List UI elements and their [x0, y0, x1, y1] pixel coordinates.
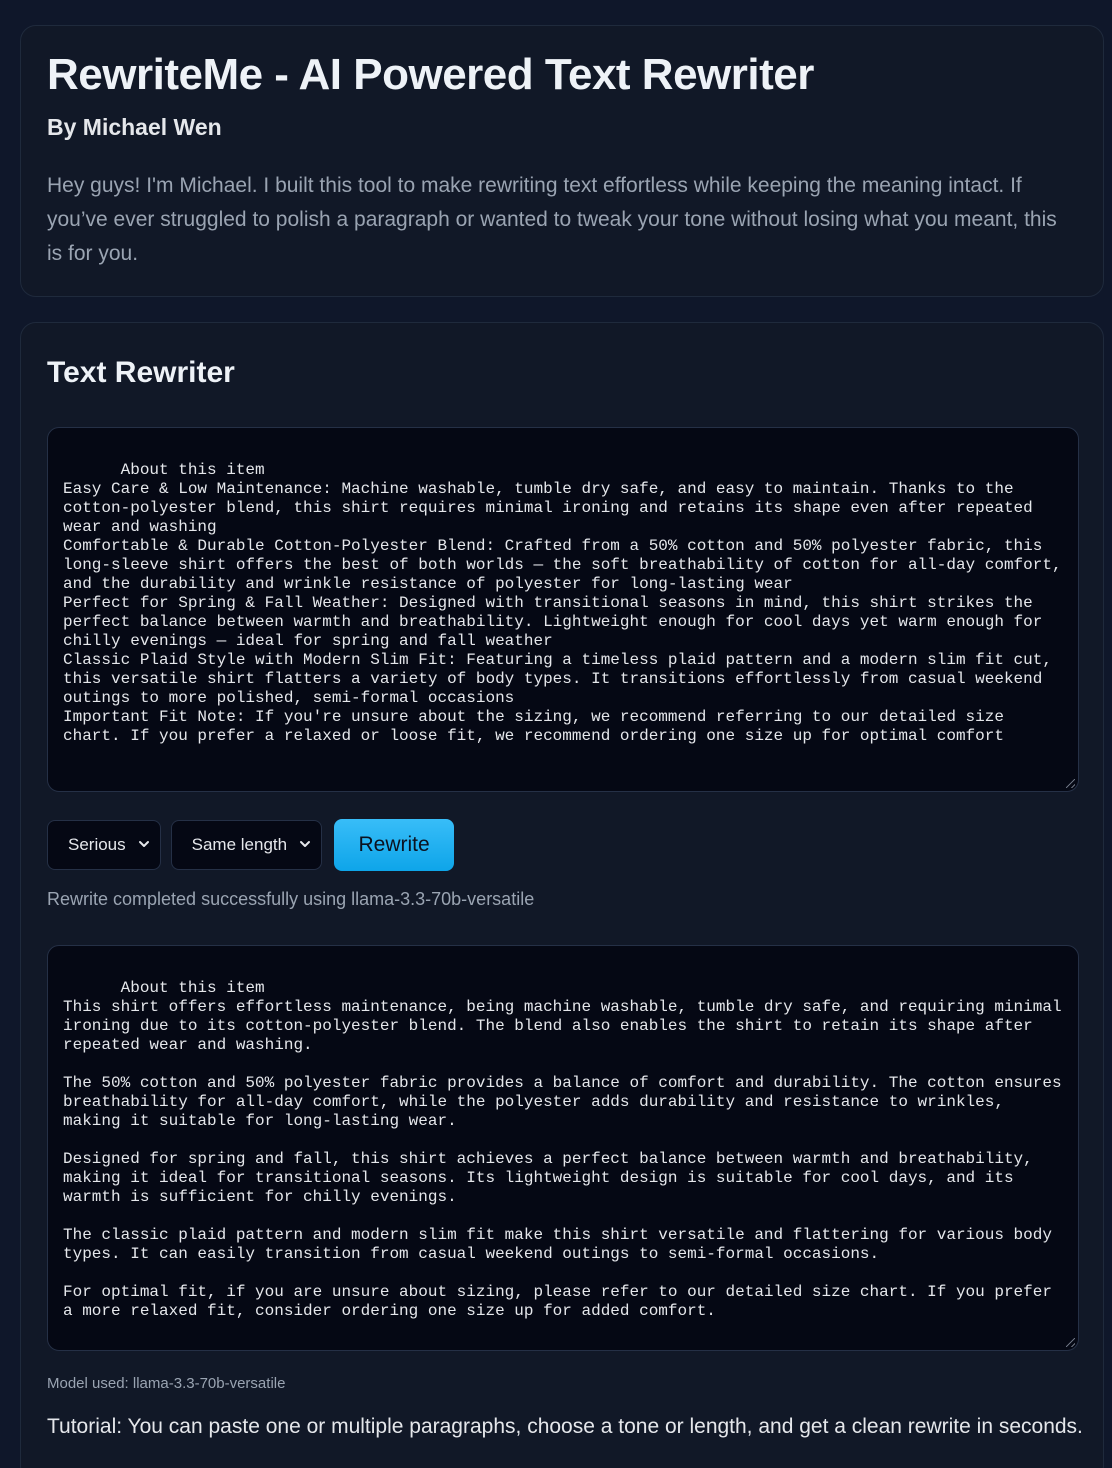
rewrite-button[interactable]: Rewrite [334, 819, 454, 871]
output-text: About this item This shirt offers effortless maintenance, being machine washable, tumble dry safe, and requiring minimal ironing due to its cotton-polyester blend. The blend also enables the shirt to retain its shape after repeated wear and washing. The 50% cotton and 50% polyester fabric provides a balance of comfort and durability. The cotton ensures breathability for all-day comfort, while the polyester adds durability and resistance to wrinkles, making it suitable for long-lasting wear. Designed for spring and fall, this shirt achieves a perfect balance between warmth and breathability, making it ideal for transitional seasons. Its lightweight design is suitable for cool days, and its warmth is sufficient for chilly evenings. The classic plaid pattern and modern slim fit make this shirt versatile and flattering for various body types. It can easily transition from casual weekend outings to semi-formal occasions. For optimal fit, if you are unsure about sizing, please refer to our detailed size chart. If you prefer a more relaxed fit, consider ordering one size up for added comfort. [63, 979, 1062, 1320]
intro-text: Hey guys! I'm Michael. I built this tool to make rewriting text effortless while keeping the meaning intact. If you’ve ever struggled to polish a paragraph or wanted to tweak your tone without losing what you meant, this is for you. [47, 174, 1057, 265]
model-used-label: Model used: llama-3.3-70b-versatile [47, 1375, 286, 1392]
rewriter-card [20, 322, 1104, 1468]
length-select-value: Same length [191, 835, 288, 854]
tutorial-text: Tutorial: You can paste one or multiple paragraphs, choose a tone or length, and get a clean rewrite in seconds. [47, 1415, 1083, 1438]
output-textarea[interactable] [47, 945, 1079, 1351]
input-text: About this item Easy Care & Low Maintenance: Machine washable, tumble dry safe, and easy to maintain. Thanks to the cotton-polyester blend, this shirt requires minimal ironing and retains its shape even after repeated wear and washing Comfortable & Durable Cotton-Polyester Blend: Crafted from a 50% cotton and 50% polyester fabric, this long-sleeve shirt offers the best of both worlds — the soft breathability of cotton for all-day comfort, and the durability and wrinkle resistance of polyester for long-lasting wear Perfect for Spring & Fall Weather: Designed with transitional seasons in mind, this shirt strikes the perfect balance between warmth and breathability. Lightweight enough for cool days yet warm enough for chilly evenings — ideal for spring and fall weather Classic Plaid Style with Modern Slim Fit: Featuring a timeless plaid pattern and a modern slim fit cut, this versatile shirt flatters a variety of body types. It transitions effortlessly from casual weekend outings to more polished, semi-formal occasions Important Fit Note: If you're unsure about the sizing, we recommend referring to our detailed size chart. If you prefer a relaxed or loose fit, we recommend ordering one size up for optimal comfort [63, 461, 1062, 745]
input-textarea[interactable] [47, 427, 1079, 792]
tone-select-value: Serious [68, 835, 126, 854]
status-message: Rewrite completed successfully using llama-3.3-70b-versatile [47, 889, 535, 909]
author-byline: By Michael Wen [47, 114, 222, 140]
resize-handle-icon[interactable] [1066, 779, 1075, 788]
resize-handle-icon[interactable] [1066, 1338, 1075, 1347]
page-title: RewriteMe - AI Powered Text Rewriter [47, 50, 814, 99]
tone-select[interactable] [47, 820, 161, 870]
header-card [20, 25, 1104, 297]
controls-row [47, 819, 454, 871]
section-title: Text Rewriter [47, 356, 235, 389]
chevron-down-icon [299, 838, 311, 850]
length-select[interactable] [171, 820, 322, 870]
chevron-down-icon [138, 838, 150, 850]
